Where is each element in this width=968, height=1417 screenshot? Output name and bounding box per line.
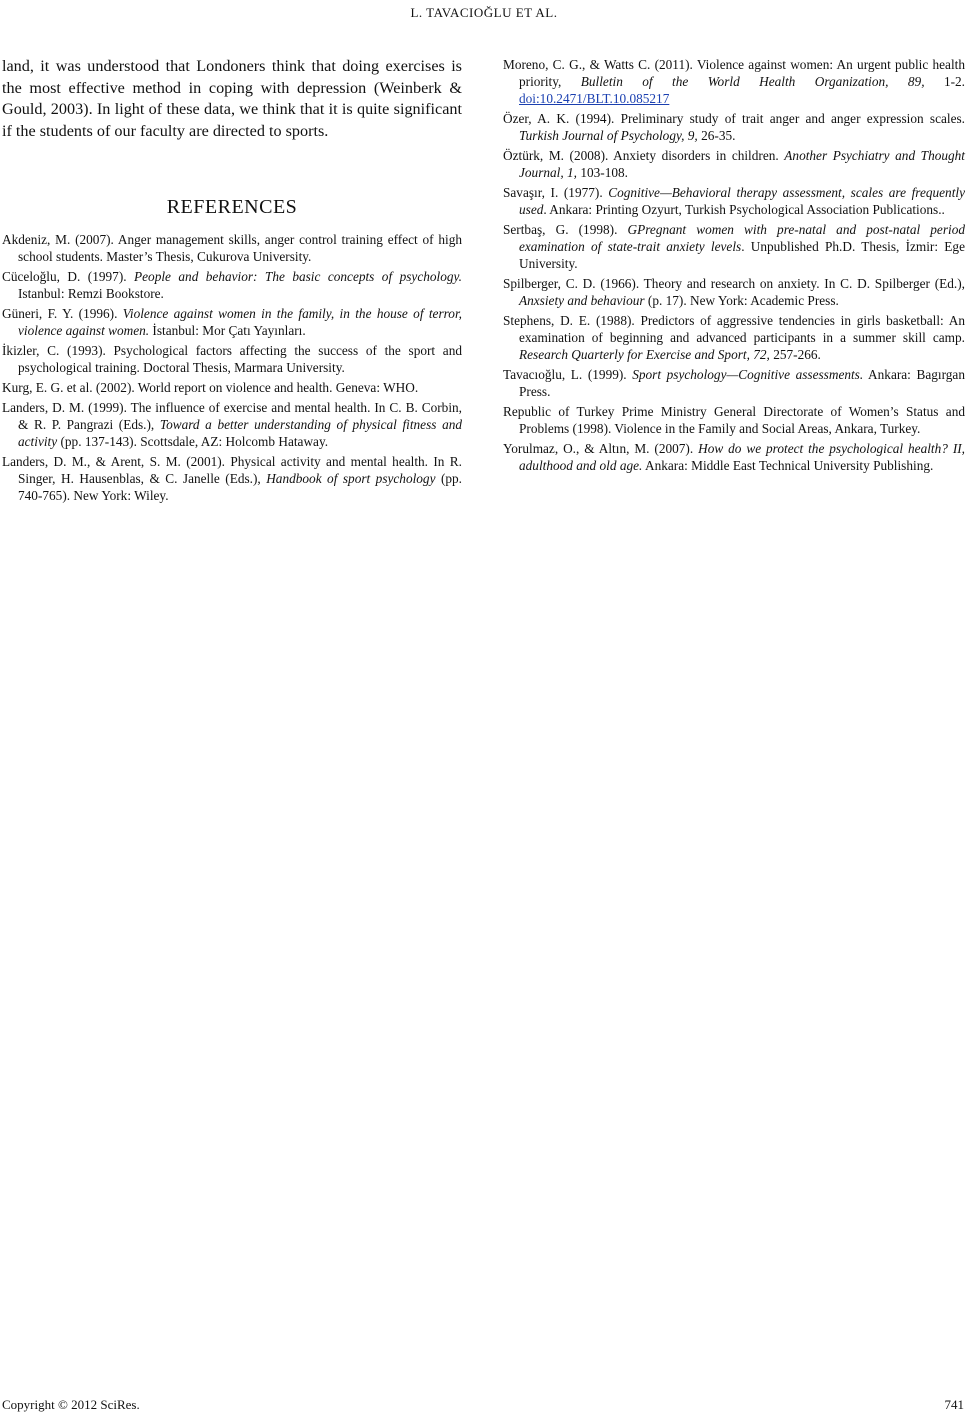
- reference-entry: [503, 56, 965, 107]
- reference-text: Savaşır, I. (1977).: [503, 185, 609, 200]
- reference-title: How do we protect the psychological health? II, adulthood and old age.: [519, 441, 966, 473]
- reference-entry: [503, 366, 965, 400]
- reference-text: Ankara: Bagırgan Press.: [519, 367, 965, 399]
- reference-text: Istanbul: Remzi Bookstore.: [18, 286, 164, 301]
- reference-text: Tavacıoğlu, L. (1999).: [503, 367, 633, 382]
- reference-entry: [2, 379, 462, 396]
- reference-title: Violence against women in the family, in the house of terror, violence against women.: [18, 306, 462, 338]
- reference-text: . Ankara: Printing Ozyurt, Turkish Psychological Association Publications..: [543, 202, 945, 217]
- reference-title: Handbook of sport psychology: [266, 471, 436, 486]
- reference-title: Turkish Journal of Psychology, 9,: [519, 128, 698, 143]
- reference-text: Cüceloğlu, D. (1997).: [2, 269, 135, 284]
- body-paragraph: land, it was understood that Londoners think that doing exercises is the most effective method in coping with depression (Weinberk & Gould, 2003). In light of these data, we think that it is quite significant if the students of our faculty are directed to sports.: [2, 57, 462, 140]
- reference-text: Republic of Turkey Prime Ministry General Directorate of Women’s Status and Problems (1998). Violence in the Family and Social Areas, Ankara, Turkey.: [503, 404, 965, 436]
- reference-title: Bulletin of the World Health Organization, 89,: [580, 74, 925, 89]
- reference-title: People and behavior: The basic concepts of psychology.: [134, 269, 463, 284]
- footer-copyright: Copyright © 2012 SciRes.: [2, 1397, 140, 1412]
- reference-entry: [2, 399, 462, 450]
- reference-title: GPregnant women with pre-natal and post-natal period examination of state-trait anxiety levels: [519, 222, 965, 254]
- reference-title: Research Quarterly for Exercise and Sport, 72,: [519, 347, 770, 362]
- reference-text: 257-266.: [769, 347, 821, 362]
- references-heading: REFERENCES: [166, 196, 298, 218]
- reference-title: Toward a better understanding of physical fitness and activity: [18, 417, 463, 449]
- reference-entry: [2, 342, 462, 376]
- reference-text: Ankara: Middle East Technical University Publishing.: [642, 458, 934, 473]
- reference-entry: [2, 231, 462, 265]
- reference-text: Moreno, C. G., & Watts C. (2011). Violence against women: An urgent public health priority,: [503, 57, 965, 89]
- reference-entry: [503, 221, 965, 272]
- reference-title: Cognitive—Behavioral therapy assessment, scales are frequently used: [519, 185, 965, 217]
- right-reference-list: [503, 56, 965, 477]
- running-head: L. TAVACIOĞLU ET AL.: [410, 5, 558, 20]
- reference-text: 103-108.: [577, 165, 628, 180]
- reference-text: Özer, A. K. (1994). Preliminary study of trait anger and anger expression scales.: [503, 111, 965, 126]
- reference-text: (pp. 740-765). New York: Wiley.: [18, 471, 462, 503]
- reference-title: Sport psychology—Cognitive assessments.: [632, 367, 864, 382]
- reference-text: 26-35.: [697, 128, 736, 143]
- left-reference-list: [2, 231, 462, 507]
- doi-link[interactable]: doi:10.2471/BLT.10.085217: [519, 91, 670, 106]
- reference-text: Kurg, E. G. et al. (2002). World report on violence and health. Geneva: WHO.: [2, 380, 419, 395]
- reference-text: Güneri, F. Y. (1996).: [2, 306, 123, 321]
- reference-text: Stephens, D. E. (1988). Predictors of aggressive tendencies in girls basketball: An examination of beginning and advanced participants in a summer skill camp.: [503, 313, 965, 345]
- reference-entry: [2, 305, 462, 339]
- reference-text: (pp. 137-143). Scottsdale, AZ: Holcomb Hataway.: [57, 434, 329, 449]
- reference-text: Akdeniz, M. (2007). Anger management skills, anger control training effect of high school students. Master’s Thesis, Cukurova University.: [2, 232, 462, 264]
- reference-entry: [2, 268, 462, 302]
- reference-text: Sertbaş, G. (1998).: [503, 222, 628, 237]
- reference-text: Landers, D. M., & Arent, S. M. (2001). Physical activity and mental health. In R. Singer, H. Hausenblas, & C. Janelle (Eds.),: [2, 454, 462, 486]
- reference-text: İstanbul: Mor Çatı Yayınları.: [149, 323, 306, 338]
- reference-text: . Unpublished Ph.D. Thesis, İzmir: Ege University.: [519, 239, 965, 271]
- reference-text: Landers, D. M. (1999). The influence of exercise and mental health. In C. B. Corbin, & R. P. Pangrazi (Eds.),: [2, 400, 462, 432]
- reference-title: Another Psychiatry and Thought Journal, 1,: [519, 148, 966, 180]
- reference-text: 1-2.: [924, 74, 965, 89]
- footer-page-number: 741: [944, 1397, 964, 1412]
- reference-text: Öztürk, M. (2008). Anxiety disorders in children.: [503, 148, 785, 163]
- reference-entry: [503, 312, 965, 363]
- reference-text: Yorulmaz, O., & Altın, M. (2007).: [503, 441, 699, 456]
- reference-entry: [503, 275, 965, 309]
- reference-text: (p. 17). New York: Academic Press.: [644, 293, 839, 308]
- reference-title: Anxsiety and behaviour: [519, 293, 645, 308]
- reference-text: İkizler, C. (1993). Psychological factors affecting the success of the sport and psychological training. Doctoral Thesis, Marmara University.: [2, 343, 462, 375]
- reference-entry: [503, 184, 965, 218]
- reference-entry: [503, 110, 965, 144]
- reference-entry: [503, 403, 965, 437]
- reference-entry: [503, 147, 965, 181]
- reference-entry: [503, 440, 965, 474]
- reference-text: Spilberger, C. D. (1966). Theory and research on anxiety. In C. D. Spilberger (Ed.),: [503, 276, 965, 291]
- reference-entry: [2, 453, 462, 504]
